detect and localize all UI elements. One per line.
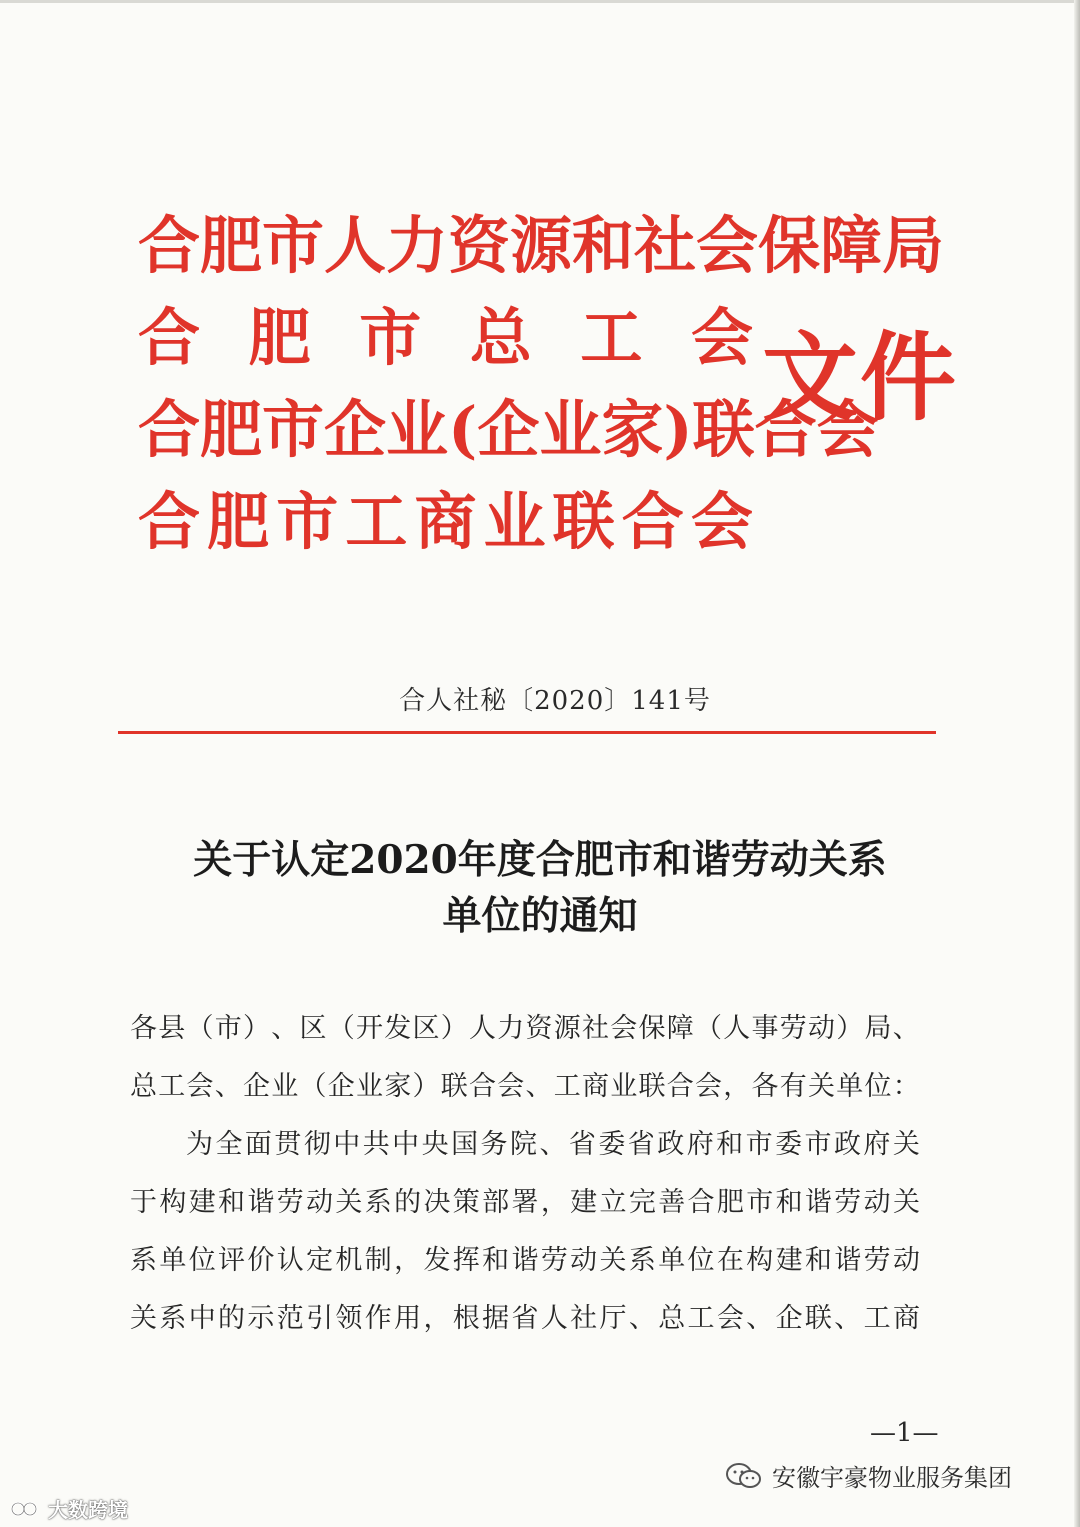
document-title-line-2: 单位的通知 [442, 893, 638, 939]
scan-edge-top [0, 0, 1080, 3]
issuer-enterprise-confederation: 合肥市企业(企业家)联合会 [138, 393, 879, 466]
addressee-line-1: 各 县 （ 市 ） 、 区 （ 开 发 区 ） 人 力 资 源 社 会 保 障 （ 人 事 劳 动 ） 局 、 [130, 1013, 920, 1044]
issuer-federation-of-trade-unions: 合 肥 市 总 工 会 [138, 301, 753, 374]
addressee-block [130, 1000, 920, 1116]
body-paragraph [130, 1116, 920, 1348]
document-type-label: 文件 [762, 321, 958, 434]
watermark-right [724, 1458, 1012, 1493]
addressee-line-2: 总 工 会 、 企 业 （ 企 业 家 ） 联 合 会 、 工 商 业 联 合 会 ， 各 有 关 单 位 ： [130, 1071, 920, 1102]
issuer-hr-bureau: 合肥市人力资源和社会保障局 [138, 209, 945, 282]
issuer-federation-of-industry-commerce: 合 肥 市 工 商 业 联 合 会 [138, 485, 753, 558]
scan-edge-right [1074, 0, 1080, 1527]
body-line-4: 关 系 中 的 示 范 引 领 作 用 ， 根 据 省 人 社 厅 、 总 工 会 、 企 联 、 工 商 [130, 1303, 920, 1334]
page-number: —1— [870, 1418, 939, 1448]
watermark-left [10, 1494, 128, 1523]
document-title-line-1: 关于认定2020年度合肥市和谐劳动关系 [193, 837, 887, 883]
red-divider-line [118, 731, 936, 734]
watermark-right-text: 安徽宇豪物业服务集团 [772, 1464, 1012, 1492]
watermark-logo-icon [10, 1500, 44, 1518]
body-line-2: 于 构 建 和 谐 劳 动 关 系 的 决 策 部 署 ， 建 立 完 善 合 肥 市 和 谐 劳 动 关 [130, 1187, 920, 1218]
wechat-icon [724, 1461, 764, 1491]
watermark-left-text: 大数跨境 [48, 1498, 128, 1522]
document-number: 合人社秘〔2020〕141号 [399, 686, 711, 716]
body-line-3: 系 单 位 评 价 认 定 机 制 ， 发 挥 和 谐 劳 动 关 系 单 位 在 构 建 和 谐 劳 动 [130, 1245, 920, 1276]
body-line-1: 为 全 面 贯 彻 中 共 中 央 国 务 院 、 省 委 省 政 府 和 市 委 市 政 府 关 [186, 1129, 920, 1160]
